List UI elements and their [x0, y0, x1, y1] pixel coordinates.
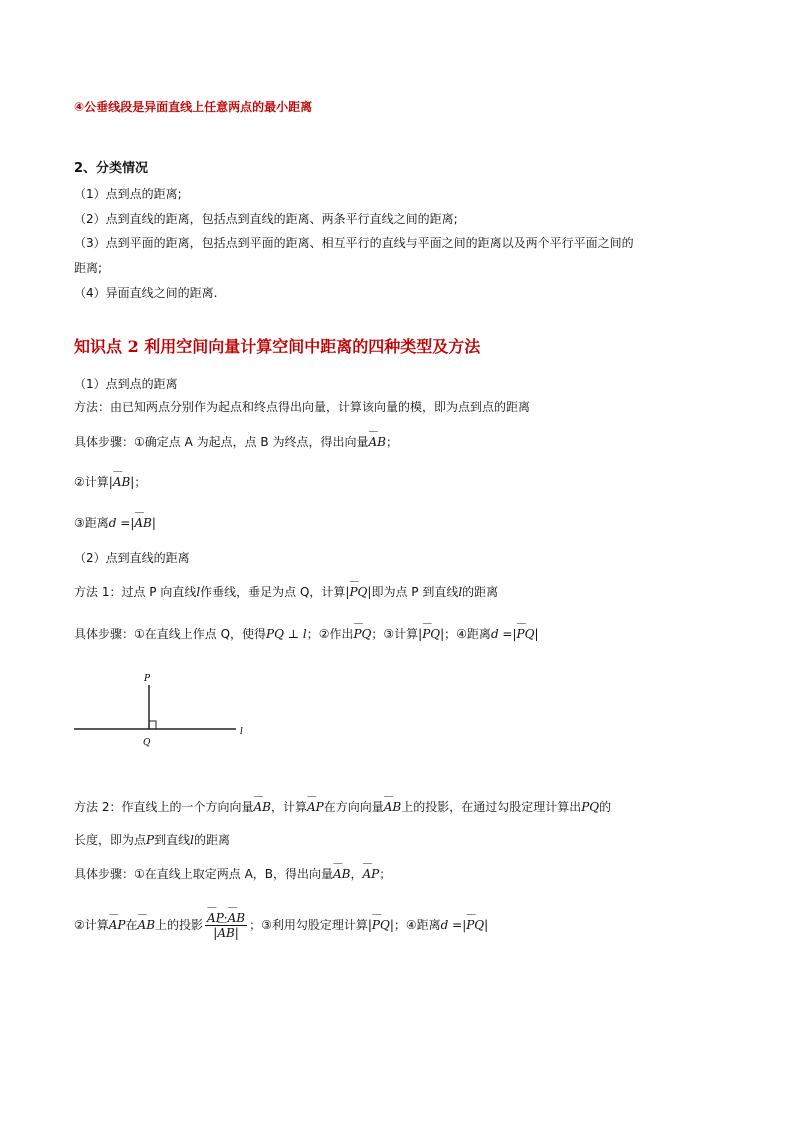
vector-ap: ⌣⌣⌣ AP — [363, 866, 380, 882]
vector-ab: ⌣⌣⌣ AB — [253, 799, 270, 815]
distance-eq: d =| — [108, 516, 135, 530]
p2p-step3-text: ③距离 — [74, 516, 109, 530]
distance-eq: d =| — [440, 918, 467, 932]
vector-ab: ⌣⌣⌣ AB — [228, 911, 245, 925]
top-note: ④公垂线段是异面直线上任意两点的最小距离 — [74, 100, 313, 114]
p2l-last-steps: ②计算⌣⌣⌣ AP在⌣⌣⌣ AB上的投影 ⌣⌣⌣ $\frac{AP\cdot⌣⌣⌣ AB}{|⌣⌣⌣ AB|}$ ；③利用勾股定理计算|⌣⌣⌣ PQ|；④距离d =|⌣⌣⌣ PQ| — [74, 910, 488, 940]
text: ；③计算| — [371, 627, 423, 641]
text: |；④距离 — [440, 627, 491, 641]
knowledge-point-heading: 知识点 2 利用空间向量计算空间中距离的四种类型及方法 — [74, 337, 481, 356]
point-q-label: Q — [143, 738, 151, 748]
text: 的 — [599, 800, 612, 814]
text: 在方向向量 — [323, 800, 384, 814]
p2l-method2 — [74, 799, 611, 815]
vector-ab: ⌣⌣⌣ AB — [217, 926, 234, 940]
fraction-denominator: |⌣⌣⌣ AB| — [205, 926, 247, 940]
vector-ab: ⌣⌣⌣ AB — [333, 866, 350, 882]
pq-label: PQ — [581, 800, 600, 814]
p2l-method2-line2 — [74, 832, 230, 848]
text: |即为点 P 到直线 — [367, 585, 459, 599]
line-l: l — [458, 585, 463, 599]
vector-pq: ⌣⌣⌣ PQ — [349, 584, 367, 600]
text: ； — [379, 867, 392, 881]
p2p-step1: 具体步骤：①确定点 A 为起点，点 B 为终点，得出向量⌣⌣⌣ AB； — [74, 434, 398, 450]
classification-title: 2、分类情况 — [74, 161, 149, 176]
text: ，计算 — [270, 800, 307, 814]
vector-ab: ⌣⌣⌣ AB — [134, 515, 151, 531]
p2l-title: （2）点到直线的距离 — [74, 551, 190, 565]
vector-pq: ⌣⌣⌣ PQ — [466, 910, 484, 940]
vector-ab: ⌣⌣⌣ AB — [138, 910, 155, 940]
perpendicular-expr: PQ ⊥ l — [266, 627, 307, 641]
text: ；③利用勾股定理计算| — [249, 918, 372, 932]
vector-ap: ⌣⌣⌣ AP — [109, 910, 126, 940]
point-p: P — [146, 833, 155, 847]
classification-item: （4）异面直线之间的距离. — [74, 286, 218, 300]
text: 的距离 — [462, 585, 499, 599]
vector-pq: ⌣⌣⌣ PQ — [422, 626, 440, 642]
p2p-method: 方法：由已知两点分别作为起点和终点得出向量，计算该向量的模，即为点到点的距离 — [74, 400, 531, 414]
vector-ap: ⌣⌣⌣ AP — [207, 911, 224, 925]
text: 具体步骤：①在直线上取定两点 A，B，得出向量 — [74, 867, 334, 881]
p2l-steps2 — [74, 866, 391, 882]
p2p-title: （1）点到点的距离 — [74, 377, 178, 391]
projection-fraction — [205, 911, 247, 940]
text: ， — [350, 867, 363, 881]
point-p-label: P — [144, 674, 151, 684]
vector-ap: ⌣⌣⌣ AP — [307, 799, 324, 815]
classification-item: 距离; — [74, 261, 103, 275]
perpendicular-figure — [70, 670, 250, 750]
line-l: l — [196, 585, 201, 599]
vector-pq: ⌣⌣⌣ PQ — [353, 626, 371, 642]
text: 在 — [125, 918, 138, 932]
dot: · — [223, 911, 228, 925]
vector-pq: ⌣⌣⌣ PQ — [372, 910, 390, 940]
p2p-step1-text: 具体步骤：①确定点 A 为起点，点 B 为终点，得出向量 — [74, 435, 369, 449]
vector-ab: ⌣⌣⌣ AB — [113, 474, 130, 490]
text: 的距离 — [193, 833, 230, 847]
p2p-step2-text: ②计算| — [74, 475, 113, 489]
text: ；②作出 — [306, 627, 354, 641]
line-l: l — [190, 833, 194, 847]
vector-pq: ⌣⌣⌣ PQ — [517, 626, 535, 642]
text: 上的投影，在通过勾股定理计算出 — [401, 800, 582, 814]
line-l-label: l — [240, 727, 243, 737]
text: 到直线 — [154, 833, 191, 847]
p2p-step2: ②计算|⌣⌣⌣ AB|； — [74, 474, 146, 490]
text: 上的投影 — [155, 918, 204, 932]
vector-ab: ⌣⌣⌣ AB — [384, 799, 401, 815]
classification-item: （3）点到平面的距离，包括点到平面的距离、相互平行的直线与平面之间的距离以及两个平行平面之间的 — [74, 236, 634, 250]
classification-item: （2）点到直线的距离，包括点到直线的距离、两条平行直线之间的距离; — [74, 212, 458, 226]
classification-item: （1）点到点的距离; — [74, 187, 182, 201]
vector-ab: ⌣⌣⌣ AB — [368, 434, 385, 450]
text: 方法 1：过点 P 向直线 — [74, 585, 197, 599]
text: 方法 2：作直线上的一个方向向量 — [74, 800, 254, 814]
p2l-steps1: 具体步骤：①在直线上作点 Q，使得PQ ⊥ l；②作出⌣⌣⌣ PQ；③计算|⌣⌣⌣ PQ|；④距离d =|⌣⌣⌣ PQ| — [74, 626, 539, 642]
p2p-step3: ③距离d =|⌣⌣⌣ AB| — [74, 515, 156, 531]
text: 长度，即为点 — [74, 833, 147, 847]
text: |；④距离 — [389, 918, 441, 932]
text: 具体步骤：①在直线上作点 Q，使得 — [74, 627, 267, 641]
distance-eq: d =| — [490, 627, 517, 641]
text: 作垂线，垂足为点 Q，计算| — [200, 585, 350, 599]
text: ②计算 — [74, 918, 109, 932]
p2l-method1 — [74, 584, 498, 600]
